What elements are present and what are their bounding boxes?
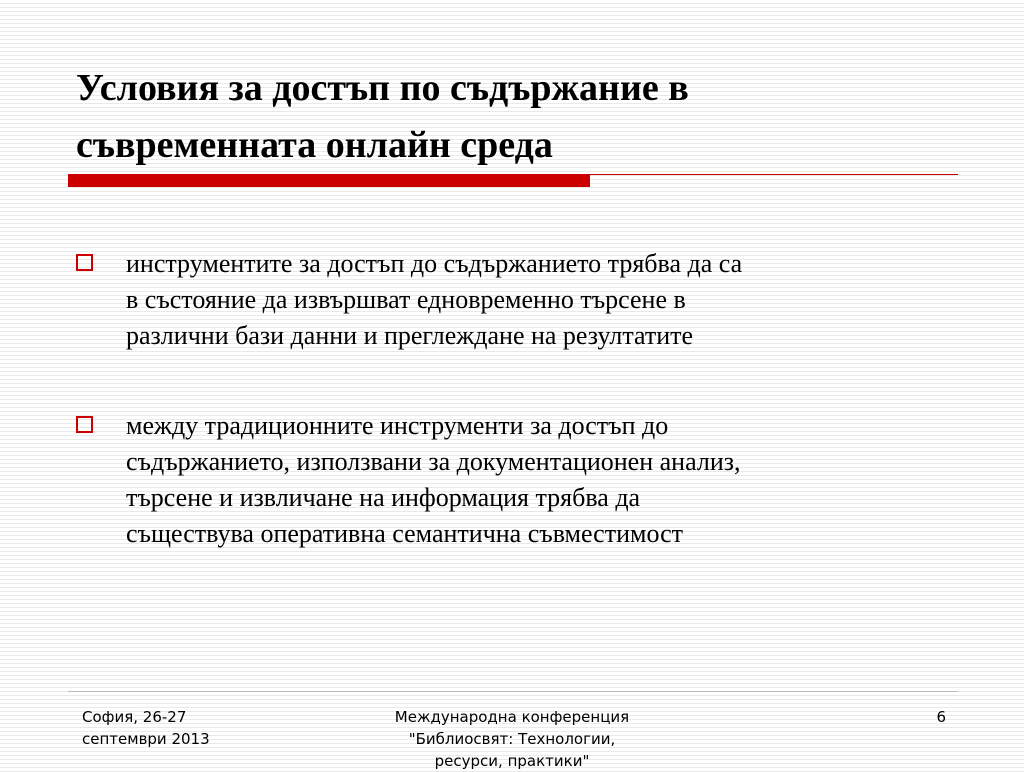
bullet-text-line: съществува оперативна семантична съвместимост	[126, 519, 683, 548]
slide-number: 6	[936, 708, 946, 726]
slide-title-line-2: съвременната онлайн среда	[76, 124, 553, 166]
footer-location: София, 26-27	[82, 708, 187, 726]
bullet-text-line: между традиционните инструменти за достъп до	[126, 411, 669, 440]
bullet-text-line: различни бази данни и преглеждане на резултатите	[126, 321, 694, 350]
bullet-text-line: в състояние да извършват едновременно търсене в	[126, 285, 686, 314]
hollow-square-bullet-icon	[76, 416, 93, 433]
footer-date: септември 2013	[82, 730, 210, 748]
title-divider-thick	[68, 175, 590, 187]
bullet-item	[76, 408, 956, 552]
hollow-square-bullet-icon	[76, 254, 93, 271]
bullet-item	[76, 246, 956, 354]
bullet-text-line: търсене и извличане на информация трябва да	[126, 483, 641, 512]
footer-conference-line: ресурси, практики"	[434, 752, 590, 770]
slide-title-line-1: Условия за достъп по съдържание в	[76, 67, 689, 109]
bullet-text-line: съдържанието, използвани за документационен анализ,	[126, 447, 741, 476]
bullet-list	[76, 246, 956, 606]
footer-conference	[352, 706, 672, 772]
footer-divider	[68, 691, 958, 692]
footer-conference-line: Международна конференция	[394, 708, 630, 726]
footer-location-date	[82, 706, 302, 750]
bullet-text-line: инструментите за достъп до съдържанието трябва да са	[126, 249, 743, 278]
slide-title	[76, 60, 956, 174]
footer-conference-line: "Библиосвят: Технологии,	[408, 730, 616, 748]
